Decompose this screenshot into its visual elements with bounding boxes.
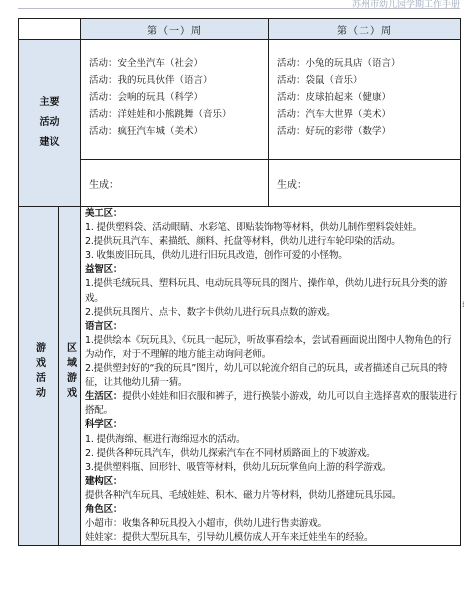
week1-activities-cell	[81, 40, 269, 160]
section-title-art: 美工区：	[85, 208, 123, 219]
corner-cell	[19, 19, 81, 40]
week2-header: 第（二）周	[269, 19, 461, 40]
games-label	[19, 207, 59, 546]
section-title-life: 生活区：	[85, 391, 123, 403]
region-games-content	[81, 207, 461, 546]
section-line: 2.提供玩具图片、点卡、数字卡供幼儿进行玩具点数的游戏。	[85, 306, 336, 318]
region-games-label-text: 区域游戏	[64, 342, 76, 403]
activity-item: 活动：好玩的彩带（数学）	[277, 126, 392, 137]
section-line: 3. 收集废旧玩具，供幼儿进行旧玩具改造，创作可爱的小怪物。	[85, 250, 348, 262]
week2-generated: 生成：	[269, 160, 461, 207]
section-title-puzzle: 益智区：	[85, 264, 123, 276]
plan-table	[18, 18, 461, 546]
activity-item: 活动：皮球拍起来（健康）	[277, 92, 392, 103]
activity-item: 活动：我的玩具伙伴（语言）	[89, 75, 213, 86]
games-label-text: 游戏活动	[33, 342, 45, 403]
region-games-label	[59, 207, 81, 546]
margin-mark: ⁞	[462, 300, 465, 309]
week2-activities-cell	[269, 40, 461, 160]
activity-item: 活动：疯狂汽车城（美术）	[89, 126, 204, 137]
section-line: 提供各种汽车玩具、毛绒娃娃、积木、磁力片等材料，供幼儿搭建玩具乐园。	[85, 489, 402, 501]
main-activities-text: 主要活动建议	[39, 97, 60, 148]
week1-header: 第（一）周	[81, 19, 269, 40]
section-line: 1.提供毛绒玩具、塑料玩具、电动玩具等玩具的图片、操作单，供幼儿进行玩具分类的游戏。	[85, 278, 448, 304]
running-header: 苏州市幼儿园学期工作手册	[351, 0, 460, 10]
section-title-role: 角色区：	[85, 503, 123, 515]
section-line: 小超市：收集各种玩具投入小超市，供幼儿进行售卖游戏。	[85, 518, 327, 530]
section-line: 3.提供塑料瓶、回形针、吸管等材料，供幼儿玩玩掌鱼向上游的科学游戏。	[85, 461, 392, 473]
section-line: 2.提供塑封好的“我的玩具”图片，幼儿可以轮流介绍自己的玩具，或者描述自己玩具的特征，让其他幼儿猜一猜。	[85, 363, 448, 389]
section-title-build: 建构区：	[85, 475, 123, 487]
header-rule	[18, 8, 460, 9]
week1-generated: 生成：	[81, 160, 269, 207]
main-activities-label	[19, 40, 81, 207]
section-line: 娃娃家：提供大型玩具车，引导幼儿模仿成人开车来迁娃坐车的经验。	[85, 532, 374, 544]
activity-item: 活动：小兔的玩具店（语言）	[277, 58, 401, 69]
section-line: 提供小娃娃和旧衣服和裤子，进行换装小游戏，幼儿可以自主选择喜欢的服装进行搭配。	[85, 391, 458, 417]
section-title-language: 语言区：	[85, 320, 123, 332]
section-line: 1. 提供塑料袋、活动眼睛、水彩笔、即贴装饰物等材料，供幼儿制作塑料袋娃娃。	[85, 222, 422, 234]
section-life	[85, 390, 460, 418]
activity-item: 活动：洋娃娃和小熊跳舞（音乐）	[89, 109, 232, 120]
activity-item: 活动：袋鼠（音乐）	[277, 75, 363, 86]
activity-item: 活动：安全坐汽车（社会）	[89, 58, 204, 69]
section-line: 1. 提供海绵、框进行海绵逗水的活动。	[85, 433, 246, 445]
section-line: 2. 提供各种玩具汽车，供幼儿探索汽车在不同材质路面上的下坡游戏。	[85, 447, 376, 459]
section-line: 2.提供玩具汽车、素描纸、颜料、托盘等材料，供幼儿进行车轮印染的活动。	[85, 236, 401, 248]
activity-item: 活动：会响的玩具（科学）	[89, 92, 204, 103]
section-line: 1.提供绘本《玩玩具》、《玩具一起玩》，听故事看绘本，尝试看画面说出图中人物角色的行为动作，对于不理解的地方能主动询问老师。	[85, 334, 452, 360]
section-title-science: 科学区：	[85, 419, 123, 431]
activity-item: 活动：汽车大世界（美术）	[277, 109, 392, 120]
